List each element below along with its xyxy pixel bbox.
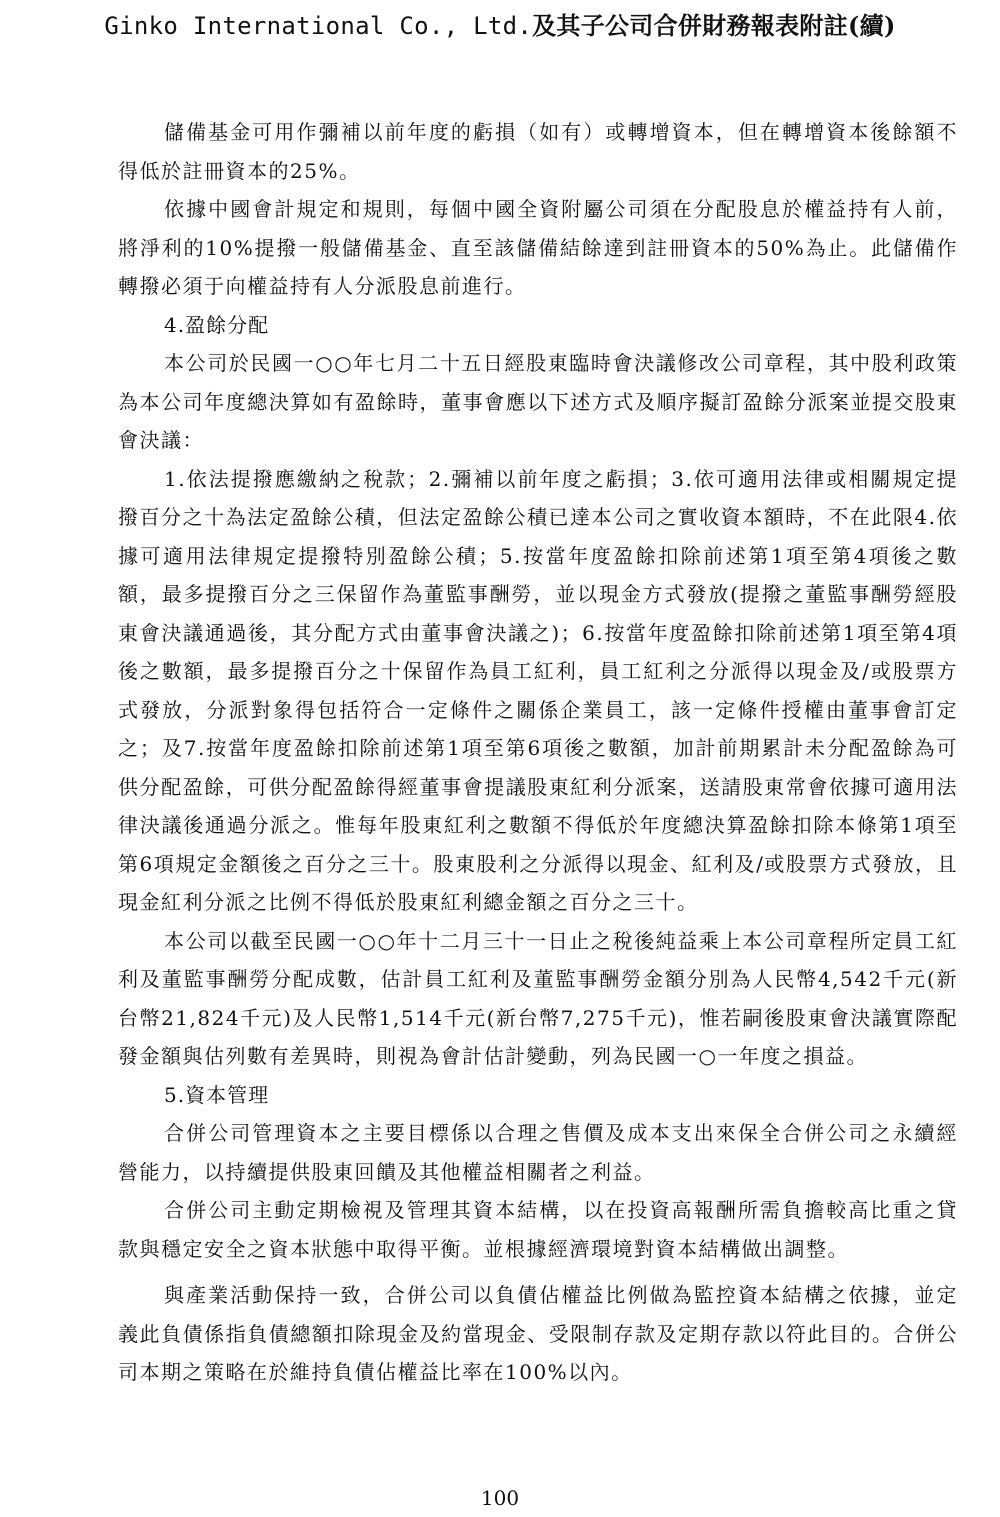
document-body — [118, 113, 958, 1392]
header-company-name: Ginko International Co., Ltd. — [104, 12, 533, 40]
paragraph-debt-equity-ratio: 與產業活動保持一致，合併公司以負債佔權益比例做為監控資本結構之依據，並定義此負債係指負債總額扣除現金及約當現金、受限制存款及定期存款以符此目的。合併公司本期之策略在於維持負債佔權益比率在100%以內。 — [118, 1283, 958, 1384]
section-heading-earnings-distribution: 4.盈餘分配 — [164, 312, 270, 337]
paragraph-gap — [118, 1268, 958, 1276]
page-number: 100 — [480, 1486, 520, 1510]
page-header — [0, 6, 1000, 41]
header-title-suffix: 及其子公司合併財務報表附註(續) — [532, 11, 896, 40]
paragraph-articles-amendment: 本公司於民國一○○年七月二十五日經股東臨時會決議修改公司章程，其中股利政策為本公司年度總決算如有盈餘時，董事會應以下述方式及順序擬訂盈餘分派案並提交股東會決議： — [118, 351, 958, 452]
paragraph-china-reserve: 依據中國會計規定和規則，每個中國全資附屬公司須在分配股息於權益持有人前，將淨利的10%提撥一般儲備基金、直至該儲備結餘達到註冊資本的50%為止。此儲備作轉撥必須于向權益持有人分派股息前進行。 — [118, 197, 958, 298]
paragraph-reserve-fund: 儲備基金可用作彌補以前年度的虧損（如有）或轉增資本，但在轉增資本後餘額不得低於註冊資本的25%。 — [118, 120, 958, 183]
paragraph-bonus-estimate: 本公司以截至民國一○○年十二月三十一日止之稅後純益乘上本公司章程所定員工紅利及董監事酬勞分配成數，估計員工紅利及董監事酬勞金額分別為人民幣4,542千元(新台幣21,824千元)及人民幣1,514千元(新台幣7,275千元)，惟若嗣後股東會決議實際配發金額與估列數有差異時，則視為會計估計變動，列為民國一○一年度之損益。 — [118, 928, 958, 1068]
paragraph-capital-structure-review: 合併公司主動定期檢視及管理其資本結構，以在投資高報酬所需負擔較高比重之貸款與穩定安全之資本狀態中取得平衡。並根據經濟環境對資本結構做出調整。 — [118, 1198, 958, 1261]
section-heading-capital-management: 5.資本管理 — [164, 1082, 270, 1107]
paragraph-distribution-order: 1.依法提撥應繳納之稅款；2.彌補以前年度之虧損；3.依可適用法律或相關規定提撥百分之十為法定盈餘公積，但法定盈餘公積已達本公司之實收資本額時，不在此限4.依據可適用法律規定提撥特別盈餘公積；5.按當年度盈餘扣除前述第1項至第4項後之數額，最多提撥百分之三保留作為董監事酬勞，並以現金方式發放(提撥之董監事酬勞經股東會決議通過後，其分配方式由董事會決議之)；6.按當年度盈餘扣除前述第1項至第4項後之數額，最多提撥百分之十保留作為員工紅利，員工紅利之分派得以現金及/或股票方式發放，分派對象得包括符合一定條件之關係企業員工，該一定條件授權由董事會訂定之；及7.按當年度盈餘扣除前述第1項至第6項後之數額，加計前期累計未分配盈餘為可供分配盈餘，可供分配盈餘得經董事會提議股東紅利分派案，送請股東常會依據可適用法律決議後通過分派之。惟每年股東紅利之數額不得低於年度總決算盈餘扣除本條第1項至第6項規定金額後之百分之三十。股東股利之分派得以現金、紅利及/或股票方式發放，且現金紅利分派之比例不得低於股東紅利總金額之百分之三十。 — [118, 466, 958, 914]
paragraph-capital-objective: 合併公司管理資本之主要目標係以合理之售價及成本支出來保全合併公司之永續經營能力，以持續提供股東回饋及其他權益相關者之利益。 — [118, 1121, 958, 1184]
